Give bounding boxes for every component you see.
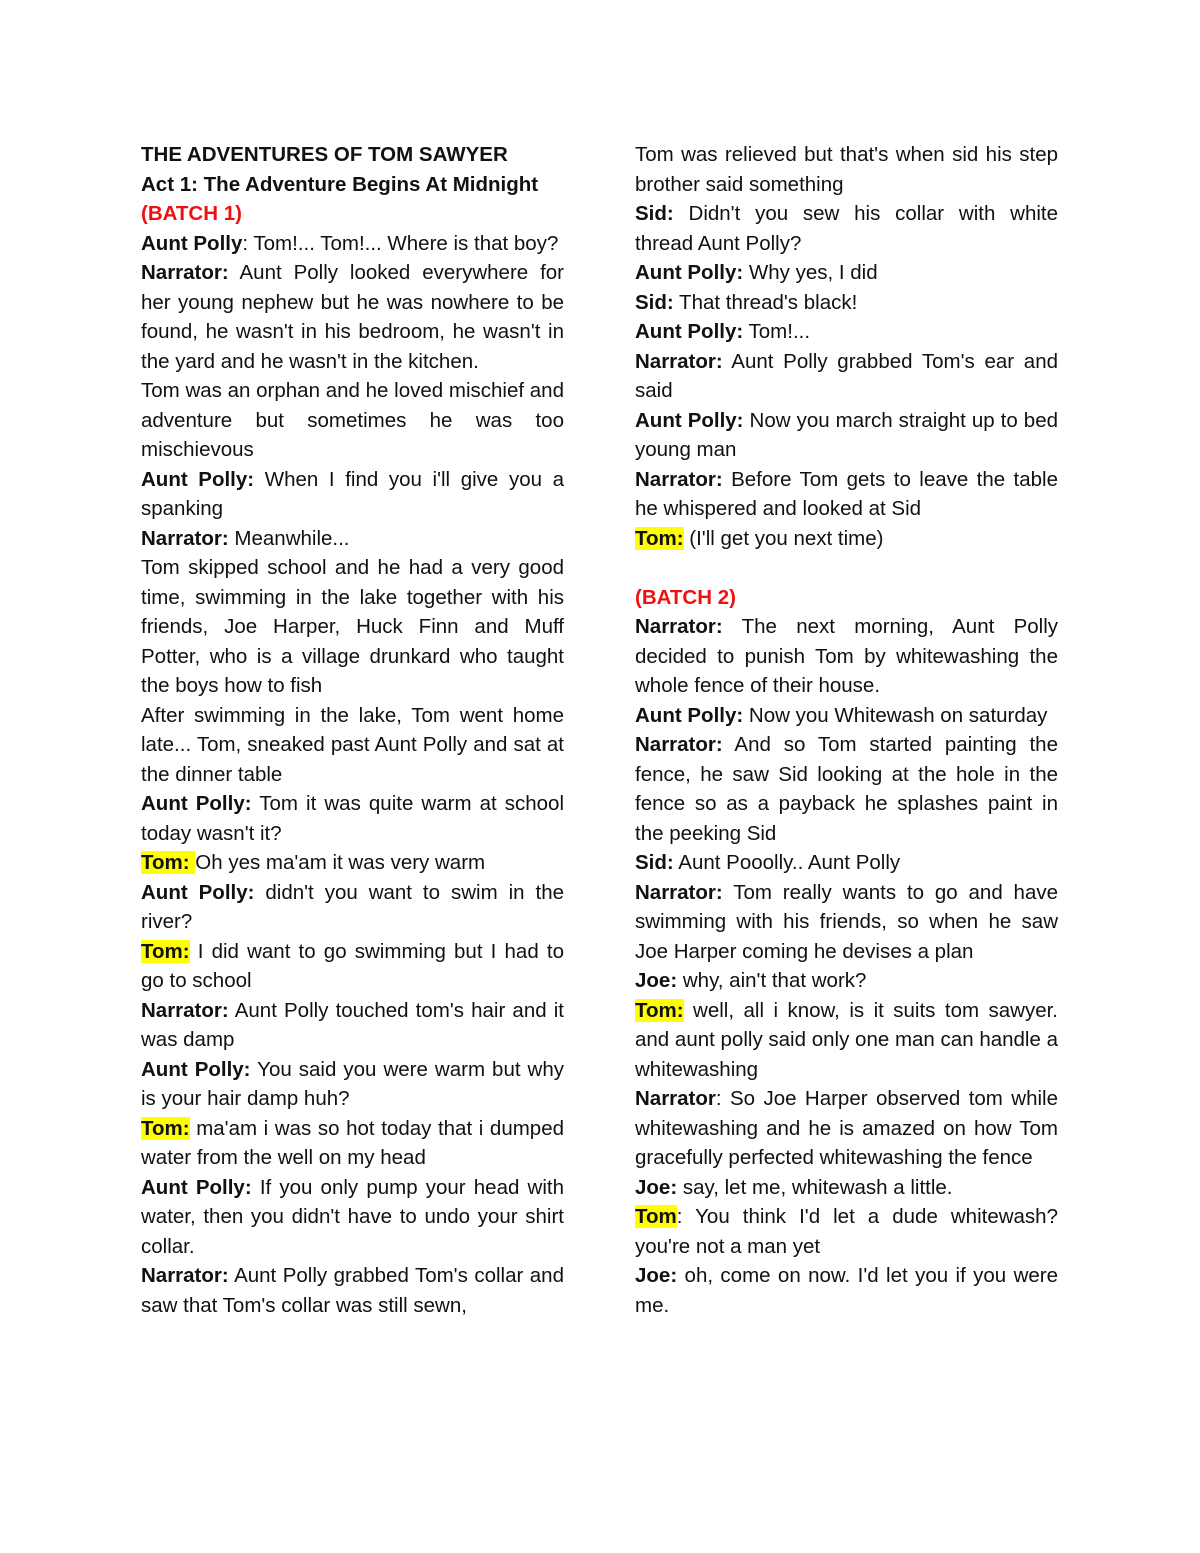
speaker-label: Tom:	[141, 1116, 190, 1140]
speaker-label: Joe:	[635, 1264, 678, 1287]
speaker-separator	[723, 733, 735, 756]
dialogue-line	[635, 966, 1058, 996]
dialogue-line	[141, 996, 564, 1055]
dialogue-text: Tom it was quite warm at school today wasn't it?	[141, 792, 565, 845]
speaker-label: Sid:	[635, 202, 674, 225]
dialogue-line	[635, 288, 1058, 318]
dialogue-line	[635, 878, 1058, 967]
speaker-separator	[723, 350, 732, 373]
dialogue-line	[635, 701, 1058, 731]
batch-2-heading: (BATCH 2)	[635, 585, 736, 609]
dialogue-line	[141, 1055, 564, 1114]
dialogue-line	[635, 730, 1058, 848]
dialogue-line	[141, 376, 564, 465]
dialogue-line	[635, 1173, 1058, 1203]
dialogue-text: ma'am i was so hot today that i dumped water from the well on my head	[141, 1116, 564, 1169]
speaker-label: Narrator:	[635, 467, 723, 491]
batch-1-heading: (BATCH 1)	[141, 202, 242, 225]
dialogue-line	[141, 524, 564, 554]
left-dialogue	[141, 229, 564, 1321]
dialogue-text: And so Tom started painting the fence, he saw Sid looking at the hole in the fence so as a payback he splashes paint in the peeking Sid	[635, 733, 1058, 845]
speaker-label: Aunt Polly:	[141, 1057, 251, 1081]
dialogue-line	[141, 937, 564, 996]
dialogue-text: So Joe Harper observed tom while whitewashing and he is amazed on how Tom gracefully perfected whitewashing the fence	[635, 1087, 1058, 1169]
speaker-label: Sid:	[635, 851, 674, 874]
speaker-separator: :	[242, 231, 254, 255]
dialogue-text: Oh yes ma'am it was very warm	[195, 851, 486, 874]
dialogue-line	[141, 1114, 564, 1173]
dialogue-line	[635, 347, 1058, 406]
dialogue-text: Why yes, I did	[748, 261, 878, 284]
speaker-label: Joe:	[635, 969, 678, 992]
dialogue-text: You said you were warm but why is your hair damp huh?	[141, 1057, 565, 1110]
speaker-label: Tom:	[635, 998, 684, 1022]
dialogue-text: Before Tom gets to leave the table he whispered and looked at Sid	[635, 467, 1058, 520]
dialogue-text: Aunt Polly grabbed Tom's collar and saw that Tom's collar was still sewn,	[141, 1264, 564, 1317]
speaker-separator	[252, 1176, 260, 1199]
dialogue-text: Tom!... Tom!... Where is that boy?	[253, 231, 559, 255]
dialogue-line	[635, 140, 1058, 199]
dialogue-line	[635, 848, 1058, 878]
dialogue-line	[635, 1084, 1058, 1173]
speaker-separator	[723, 468, 731, 491]
dialogue-line	[635, 317, 1058, 347]
dialogue-text: Meanwhile...	[234, 526, 350, 550]
dialogue-text: When I find you i'll give you a spanking	[141, 467, 565, 520]
speaker-separator: :	[676, 1205, 696, 1228]
dialogue-text: Aunt Polly grabbed Tom's ear and said	[635, 349, 1058, 402]
dialogue-line	[635, 996, 1058, 1085]
dialogue-text: Now you march straight up to bed young man	[635, 408, 1058, 461]
left-column	[141, 140, 564, 1320]
speaker-separator	[254, 881, 265, 904]
speaker-label: Aunt Polly	[141, 231, 243, 255]
dialogue-line	[635, 406, 1058, 465]
speaker-label: Aunt Polly:	[635, 408, 744, 432]
act-heading: Act 1: The Adventure Begins At Midnight	[141, 172, 539, 196]
right-dialogue-batch-2	[635, 612, 1058, 1320]
speaker-label: Aunt Polly:	[635, 703, 744, 727]
dialogue-text: Tom really wants to go and have swimming with his friends, so when he saw Joe Harper coming he devises a plan	[635, 880, 1059, 963]
dialogue-text: didn't you want to swim in the river?	[141, 880, 564, 933]
dialogue-line	[635, 199, 1058, 258]
speaker-label: Tom	[635, 1205, 677, 1228]
dialogue-line	[141, 1173, 564, 1262]
dialogue-line	[141, 465, 564, 524]
speaker-label: Narrator:	[635, 733, 723, 756]
dialogue-text: Didn't you sew his collar with white thread Aunt Polly?	[635, 202, 1058, 255]
speaker-separator: :	[715, 1087, 730, 1110]
document-title: THE ADVENTURES OF TOM SAWYER	[141, 143, 508, 166]
right-column	[635, 140, 1058, 1320]
dialogue-text: Tom!...	[748, 320, 811, 343]
dialogue-line	[141, 878, 564, 937]
dialogue-text: why, ain't that work?	[682, 969, 867, 992]
dialogue-text: well, all i know, is it suits tom sawyer. and aunt polly said only one man can handle a whitewashing	[635, 998, 1058, 1081]
dialogue-line	[635, 612, 1058, 701]
dialogue-text: You think I'd let a dude whitewash? you're not a man yet	[635, 1205, 1058, 1258]
dialogue-text: oh, come on now. I'd let you if you were me.	[635, 1264, 1059, 1317]
dialogue-text: (I'll get you next time)	[689, 526, 884, 550]
speaker-label: Narrator:	[141, 261, 229, 284]
speaker-separator	[723, 881, 733, 904]
dialogue-text: If you only pump your head with water, then you didn't have to undo your shirt collar.	[141, 1175, 564, 1258]
speaker-label: Tom:	[141, 939, 190, 963]
dialogue-text: The next morning, Aunt Polly decided to punish Tom by whitewashing the whole fence of their house.	[635, 615, 1058, 697]
speaker-label: Aunt Polly:	[141, 467, 255, 491]
speaker-separator	[677, 1264, 684, 1287]
speaker-separator	[684, 999, 693, 1022]
speaker-separator	[723, 615, 742, 638]
speaker-label: Joe:	[635, 1175, 678, 1199]
speaker-label: Narrator	[635, 1087, 716, 1110]
dialogue-text: That thread's black!	[679, 290, 858, 314]
speaker-label: Narrator:	[141, 1264, 229, 1287]
speaker-label: Aunt Polly:	[141, 792, 252, 815]
speaker-separator	[229, 261, 240, 284]
dialogue-text: I did want to go swimming but I had to go to school	[141, 939, 564, 992]
dialogue-line	[141, 258, 564, 376]
speaker-separator	[190, 940, 198, 963]
dialogue-line	[141, 701, 564, 790]
dialogue-text: Aunt Pooolly.. Aunt Polly	[678, 851, 901, 874]
dialogue-text: Tom was relieved but that's when sid his step brother said something	[635, 143, 1058, 196]
speaker-label: Tom:	[141, 851, 196, 874]
right-dialogue-batch-1	[635, 140, 1058, 553]
dialogue-text: After swimming in the lake, Tom went home late... Tom, sneaked past Aunt Polly and sat at the dinner table	[141, 703, 564, 786]
speaker-separator	[254, 468, 265, 491]
speaker-separator	[674, 202, 689, 225]
speaker-label: Sid:	[635, 290, 674, 314]
speaker-label: Narrator:	[635, 349, 723, 373]
speaker-label: Narrator:	[141, 998, 229, 1022]
speaker-label: Tom:	[635, 526, 684, 550]
speaker-label: Aunt Polly:	[635, 261, 744, 284]
dialogue-line	[635, 1202, 1058, 1261]
speaker-label: Narrator:	[141, 526, 229, 550]
dialogue-line	[141, 1261, 564, 1320]
dialogue-text: say, let me, whitewash a little.	[682, 1175, 953, 1199]
speaker-label: Narrator:	[635, 615, 723, 638]
speaker-label: Aunt Polly:	[141, 1175, 252, 1199]
dialogue-line	[635, 524, 1058, 554]
dialogue-text: Tom was an orphan and he loved mischief and adventure but sometimes he was too mischievous	[141, 379, 564, 461]
dialogue-line	[635, 465, 1058, 524]
dialogue-line	[141, 229, 564, 259]
speaker-label: Narrator:	[635, 880, 723, 904]
dialogue-text: Tom skipped school and he had a very good time, swimming in the lake together with his friends, Joe Harper, Huck Finn and Muff Potter, who is a village drunkard who taught the boys how to fish	[141, 556, 564, 697]
speaker-label: Aunt Polly:	[635, 320, 744, 343]
dialogue-line	[635, 1261, 1058, 1320]
dialogue-line	[141, 848, 564, 878]
dialogue-text: Now you Whitewash on saturday	[748, 703, 1048, 727]
dialogue-text: Aunt Polly looked everywhere for her young nephew but he was nowhere to be found, he wasn't in his bedroom, he wasn't in the yard and he wasn't in the kitchen.	[141, 261, 564, 373]
dialogue-line	[141, 553, 564, 701]
dialogue-text: Aunt Polly touched tom's hair and it was damp	[141, 998, 564, 1051]
dialogue-line	[635, 258, 1058, 288]
dialogue-line	[141, 789, 564, 848]
speaker-label: Aunt Polly:	[141, 880, 255, 904]
